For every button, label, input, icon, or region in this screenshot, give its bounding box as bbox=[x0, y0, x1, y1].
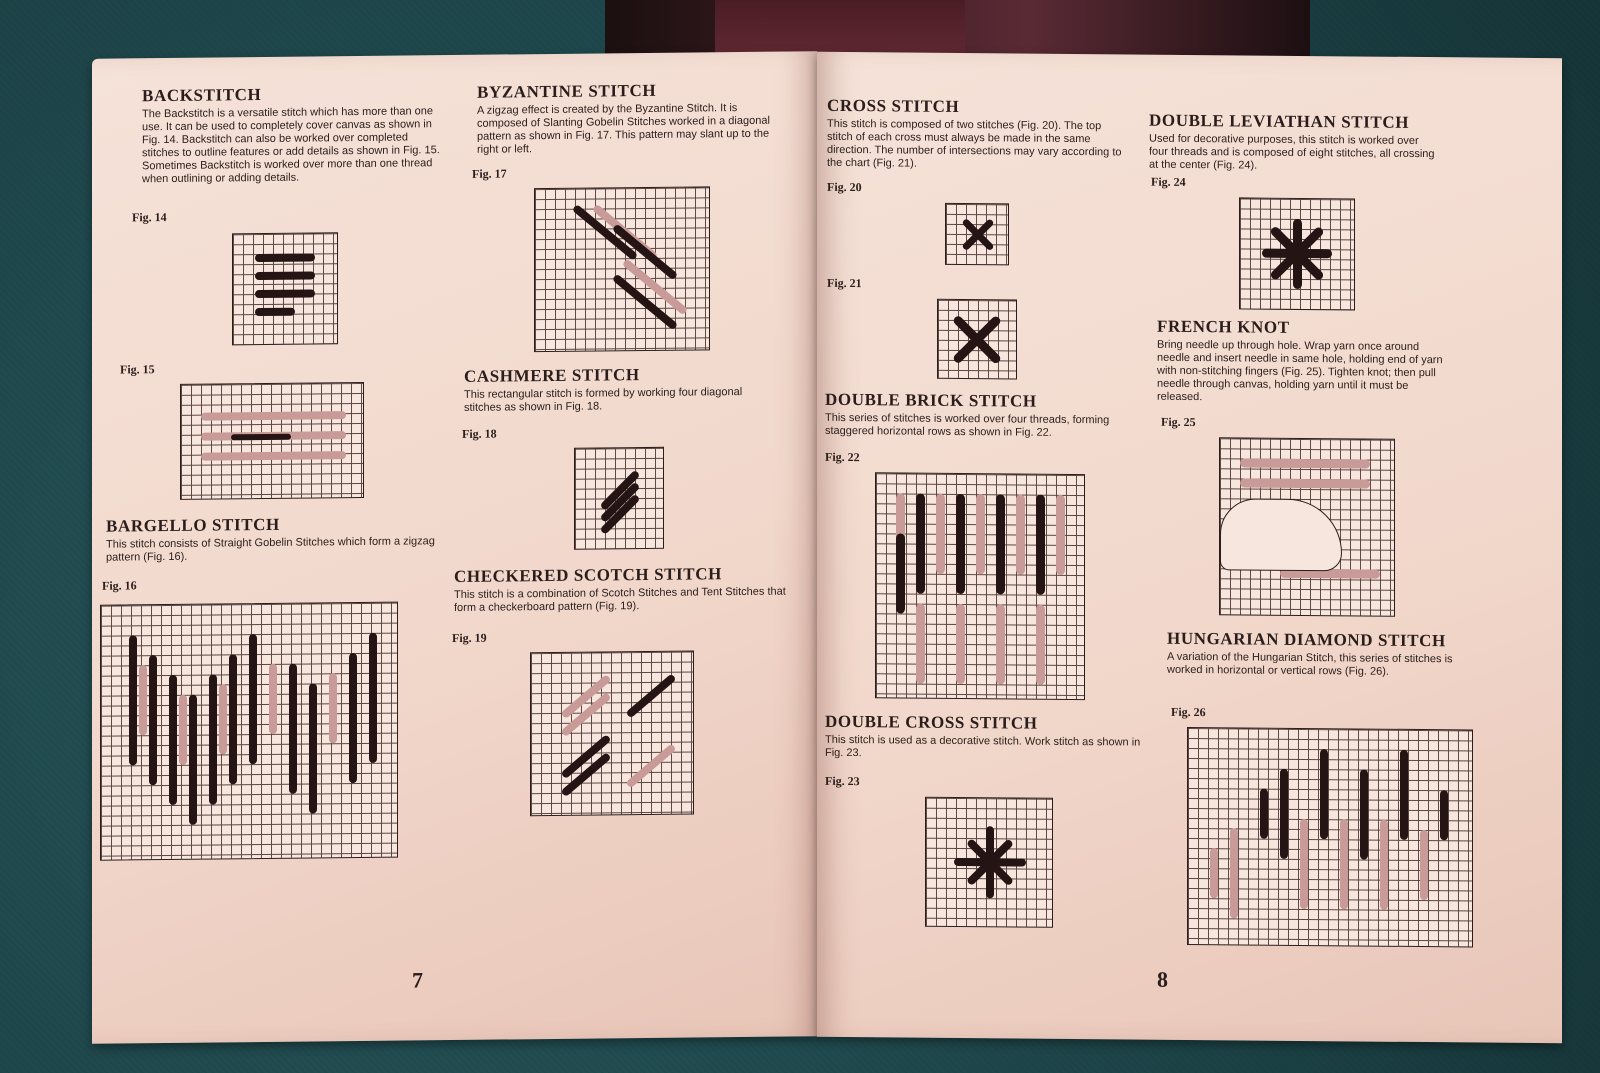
fig16-canvas bbox=[100, 602, 398, 861]
section-title: CASHMERE STITCH bbox=[464, 365, 640, 386]
stitch bbox=[1340, 819, 1348, 909]
cross-stitch-section bbox=[827, 96, 1127, 173]
section-title: BYZANTINE STITCH bbox=[477, 80, 657, 102]
double-leviathan-section bbox=[1149, 111, 1439, 175]
stitch bbox=[1016, 494, 1025, 574]
fig-label: Fig. 19 bbox=[452, 630, 487, 646]
fig-label: Fig. 23 bbox=[825, 773, 860, 789]
stitch bbox=[1400, 750, 1408, 840]
double-cross-section bbox=[825, 712, 1145, 763]
section-body: A zigzag effect is created by the Byzantine Stitch. It is composed of Slanting Gobelin Stitches worked in a diagonal pattern as shown in Fig. 17. This pattern may slant up to the right or left. bbox=[477, 102, 770, 156]
stitch bbox=[1056, 495, 1065, 575]
fig-label: Fig. 21 bbox=[827, 275, 862, 291]
stitch bbox=[1280, 769, 1288, 859]
stitch bbox=[179, 695, 187, 765]
stitch bbox=[625, 673, 676, 718]
stitch bbox=[229, 654, 237, 784]
section-body: This stitch is composed of two stitches (Fig. 20). The top stitch of each cross must always be made in the same direction. The number of intersections may vary according to the chart (Fig. 21). bbox=[827, 117, 1122, 170]
fig-label: Fig. 24 bbox=[1151, 174, 1186, 189]
stitch bbox=[255, 253, 315, 262]
stitch bbox=[916, 494, 925, 594]
stitch bbox=[349, 653, 357, 783]
double-brick-section bbox=[825, 390, 1145, 441]
fig22-canvas bbox=[875, 472, 1085, 700]
section-body: This series of stitches is worked over four threads, forming staggered horizontal rows as shown in Fig. 22. bbox=[825, 411, 1110, 439]
section-title: CHECKERED SCOTCH STITCH bbox=[454, 564, 722, 587]
hand-illustration bbox=[1220, 498, 1342, 571]
stitch bbox=[936, 494, 945, 574]
section-body: This stitch consists of Straight Gobelin Stitches which form a zigzag pattern (Fig. 16). bbox=[106, 535, 435, 564]
section-body: Bring needle up through hole. Wrap yarn once around needle and insert needle in same hole, holding end of yarn with non-stitching fingers (Fig. 25). Tighten knot; then pull needle through canvas, holding yarn until it must be released. bbox=[1157, 338, 1443, 404]
stitch bbox=[231, 434, 291, 441]
section-title: DOUBLE CROSS STITCH bbox=[825, 711, 1038, 733]
french-knot-section bbox=[1157, 317, 1447, 407]
stitch bbox=[1300, 819, 1308, 909]
section-title: BACKSTITCH bbox=[142, 85, 262, 106]
fig20-canvas bbox=[945, 203, 1009, 266]
fig-label: Fig. 25 bbox=[1161, 414, 1196, 430]
stitch bbox=[1240, 478, 1370, 488]
section-body: Used for decorative purposes, this stitch is worked over four threads and is composed of eight stitches, all crossing at the center (Fig. 24). bbox=[1149, 132, 1435, 172]
stitch bbox=[1420, 830, 1428, 900]
fig15-canvas bbox=[180, 382, 364, 500]
page-number: 7 bbox=[412, 967, 423, 993]
stitch bbox=[369, 633, 377, 763]
section-body: This rectangular stitch is formed by working four diagonal stitches as shown in Fig. 18. bbox=[464, 385, 743, 414]
stitch bbox=[996, 494, 1005, 594]
stitch bbox=[1036, 495, 1045, 595]
stitch bbox=[219, 684, 227, 754]
stitch bbox=[209, 674, 217, 804]
fig-label: Fig. 20 bbox=[827, 179, 862, 195]
stitch bbox=[309, 683, 317, 813]
fig-label: Fig. 22 bbox=[825, 449, 860, 465]
backstitch-section bbox=[142, 83, 442, 186]
stitch bbox=[329, 673, 337, 743]
stitch bbox=[1240, 458, 1370, 468]
stitch bbox=[149, 655, 157, 785]
stitch bbox=[956, 494, 965, 594]
stitch bbox=[976, 494, 985, 574]
fig-label: Fig. 17 bbox=[472, 166, 507, 181]
stitch bbox=[625, 743, 676, 788]
section-title: FRENCH KNOT bbox=[1157, 316, 1290, 337]
section-title: HUNGARIAN DIAMOND STITCH bbox=[1167, 628, 1446, 651]
fig26-canvas bbox=[1187, 727, 1473, 947]
section-title: CROSS STITCH bbox=[827, 95, 960, 116]
stitch bbox=[169, 675, 177, 805]
fig17-canvas bbox=[534, 186, 710, 352]
section-body: This stitch is used as a decorative stitch. Work stitch as shown in Fig. 23. bbox=[825, 733, 1141, 760]
stitch bbox=[289, 664, 297, 794]
checkered-scotch-section bbox=[454, 563, 794, 615]
bargello-section bbox=[106, 513, 436, 564]
fig24-canvas bbox=[1239, 197, 1355, 310]
stitch bbox=[1440, 790, 1448, 840]
fig-label: Fig. 26 bbox=[1171, 704, 1206, 720]
left-page bbox=[92, 51, 817, 1044]
section-title: BARGELLO STITCH bbox=[106, 514, 280, 536]
fig23-canvas bbox=[925, 797, 1053, 928]
stitch bbox=[1036, 605, 1045, 685]
right-page bbox=[817, 52, 1562, 1044]
stitch bbox=[1320, 749, 1328, 839]
stitch bbox=[129, 635, 137, 765]
hungarian-diamond-section bbox=[1167, 629, 1467, 680]
fig19-canvas bbox=[530, 650, 694, 816]
stitch bbox=[269, 664, 277, 734]
stitch bbox=[201, 451, 346, 461]
fig-label: Fig. 14 bbox=[132, 210, 167, 225]
stitch bbox=[956, 604, 965, 684]
stitch bbox=[1210, 848, 1218, 898]
stitch bbox=[139, 665, 147, 735]
fig18-canvas bbox=[574, 447, 664, 550]
fig21-canvas bbox=[937, 299, 1017, 380]
fig14-canvas bbox=[232, 232, 338, 345]
stitch bbox=[996, 604, 1005, 684]
byzantine-section bbox=[477, 80, 777, 157]
page-number: 8 bbox=[1157, 966, 1168, 992]
stitch bbox=[916, 604, 925, 684]
fig-label: Fig. 15 bbox=[120, 362, 155, 377]
stitch bbox=[1230, 828, 1238, 918]
stitch bbox=[255, 289, 315, 298]
fig25-canvas bbox=[1219, 437, 1395, 617]
stitch bbox=[249, 634, 257, 764]
section-body: This stitch is a combination of Scotch Stitches and Tent Stitches that form a checkerboard pattern (Fig. 19). bbox=[454, 585, 786, 615]
stitch bbox=[1260, 789, 1268, 839]
stitch bbox=[896, 533, 905, 613]
stitch bbox=[1380, 820, 1388, 910]
section-title: DOUBLE LEVIATHAN STITCH bbox=[1149, 110, 1410, 132]
section-body: A variation of the Hungarian Stitch, this series of stitches is worked in horizontal or vertical rows (Fig. 26). bbox=[1167, 650, 1453, 678]
fig-label: Fig. 18 bbox=[462, 426, 497, 441]
stitch bbox=[255, 308, 295, 316]
stitch bbox=[201, 411, 346, 421]
section-body: The Backstitch is a versatile stitch which has more than one use. It can be used to completely cover canvas as shown in Fig. 14. Backstitch can also be worked over completed stitches to outline features or add details as shown in Fig. 15. Sometimes Backstitch is worked over more than one thread when outlining or adding details. bbox=[142, 105, 440, 186]
section-title: DOUBLE BRICK STITCH bbox=[825, 389, 1037, 411]
cashmere-section bbox=[464, 364, 764, 415]
stitch bbox=[189, 695, 197, 825]
fig-label: Fig. 16 bbox=[102, 578, 137, 593]
stitch bbox=[1360, 769, 1368, 859]
stitch bbox=[255, 271, 315, 280]
